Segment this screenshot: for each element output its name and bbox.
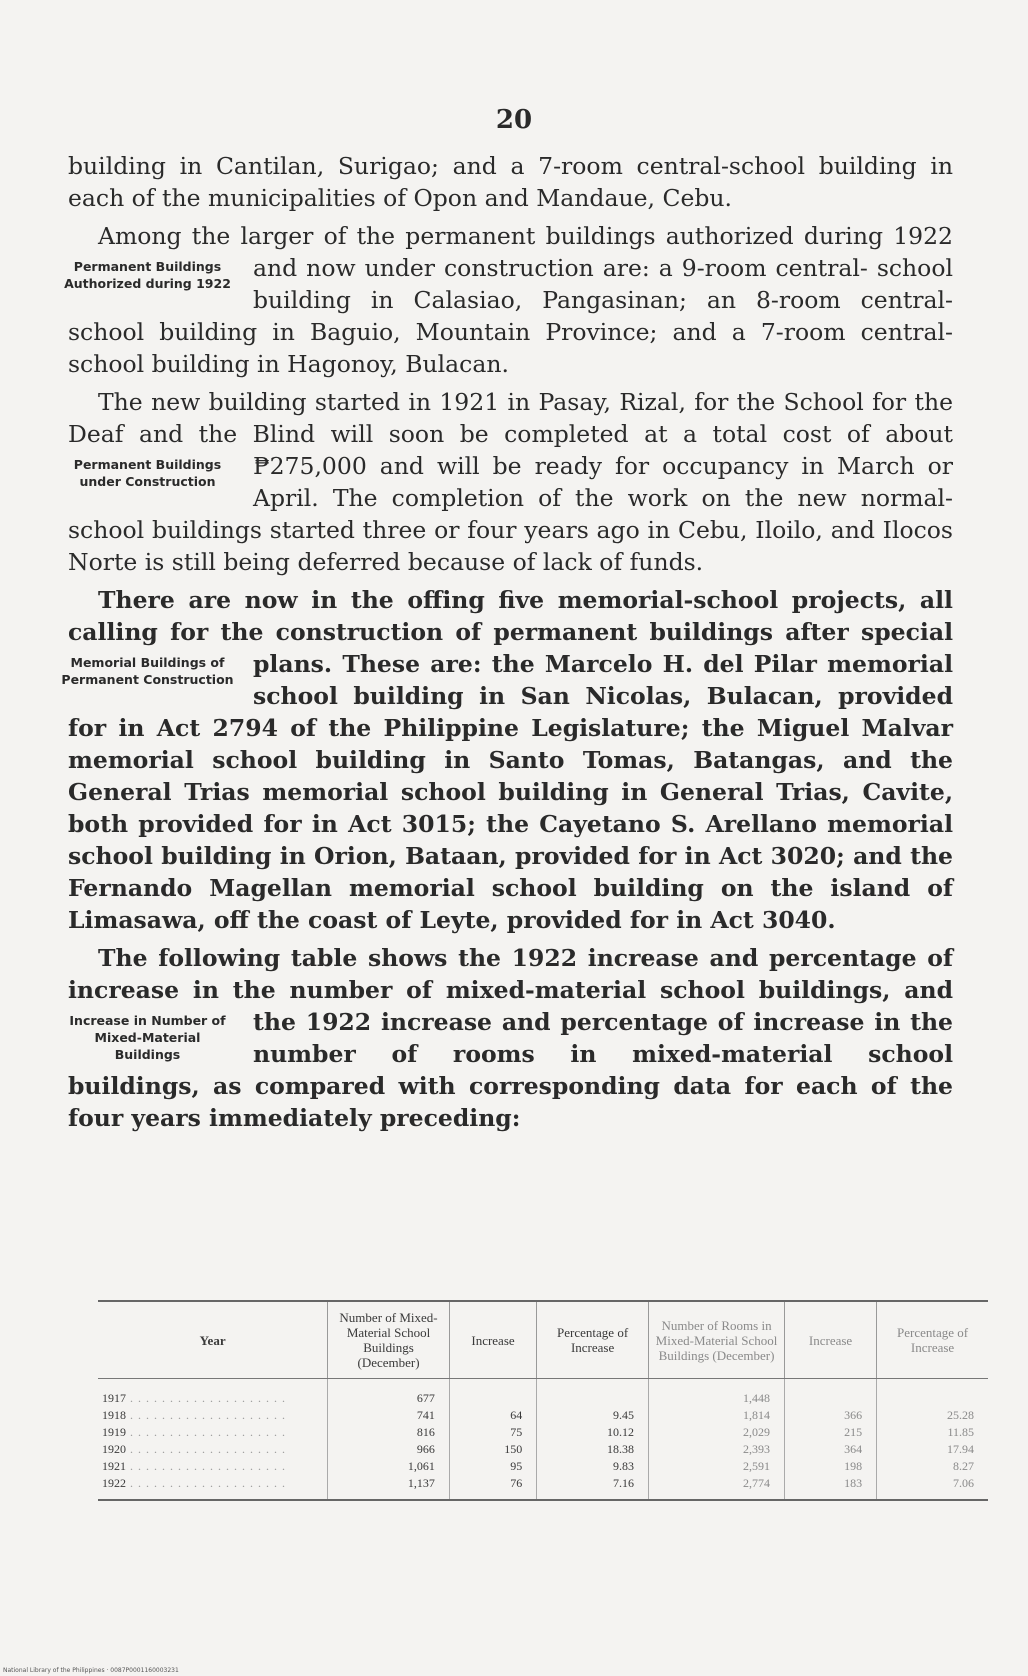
paragraph-permanent-authorized <box>64 220 953 380</box>
year-label: 1918 <box>102 1408 126 1422</box>
body-text <box>61 150 953 1140</box>
paragraph-text-a: The following table shows the 1922 increase and percentage of increase in the number of mixed-material school buildings, <box>68 944 953 1004</box>
header-rooms: Number of Rooms in Mixed-Material School Buildings (December) <box>649 1301 785 1379</box>
table-cell-year <box>98 1458 328 1475</box>
table-cell-year <box>98 1441 328 1458</box>
paragraph-under-construction <box>68 386 953 578</box>
table-cell-increase1: 150 <box>449 1441 536 1458</box>
table-cell-pct1: 7.16 <box>537 1475 649 1500</box>
table-cell-buildings: 741 <box>328 1407 450 1424</box>
table-cell-increase2: 198 <box>784 1458 876 1475</box>
table-cell-pct1: 10.12 <box>537 1424 649 1441</box>
year-label: 1922 <box>102 1476 126 1490</box>
table-cell-rooms: 2,393 <box>649 1441 785 1458</box>
table-row <box>98 1407 988 1424</box>
header-increase-rooms: Increase <box>784 1301 876 1379</box>
table-body <box>98 1379 988 1501</box>
paragraph-table-intro <box>68 942 953 1134</box>
table-cell-pct2: 17.94 <box>877 1441 988 1458</box>
paragraph-continuation: building in Cantilan, Surigao; and a 7-room central-school building in each of the municipalities of Opon and Mandaue, Cebu. <box>68 152 953 212</box>
table-cell-pct1: 18.38 <box>537 1441 649 1458</box>
table-cell-increase2 <box>784 1379 876 1408</box>
paragraph-text-b: plans. These are: the Marcelo H. del Pilar memorial school building in San Nicolas, Bulacan, provided for in Act 2794 of the Philippine Legislature; the Miguel Malvar memorial school building in Santo Tomas, Batangas, and the General Trias memorial school building in General Trias, Cavite, both provided for in Act 3015; the Cayetano S. Arellano memorial school building in Orion, Bataan, provided for in Act 3020; and the Fernando Magellan memorial school building on the island of Limasawa, off the coast of Leyte, provided for in Act 3040. <box>68 650 953 934</box>
table-cell-buildings: 816 <box>328 1424 450 1441</box>
paragraph-text-b: school building in Calasiao, Pangasinan; an 8-room central-school building in Baguio, Mountain Province; and a 7-room central-school building in Hagonoy, Bulacan. <box>68 254 953 378</box>
paragraph-text-a: Among the larger of the permanent buildings authorized during 1922 and now under construction are: a 9-room central- <box>98 222 953 282</box>
paragraph-text-b: in March or April. The completion of the work on the new normal-school buildings started three or four years ago in Cebu, Iloilo, and Ilocos Norte is still being deferred because of lack of funds. <box>68 452 953 576</box>
year-label: 1917 <box>102 1391 126 1405</box>
table-cell-year <box>98 1475 328 1500</box>
year-label: 1919 <box>102 1425 126 1439</box>
statistics-table <box>98 1300 988 1501</box>
table-cell-increase1: 76 <box>449 1475 536 1500</box>
table-cell-increase1: 75 <box>449 1424 536 1441</box>
page-number: 20 <box>495 105 533 135</box>
margin-note-increase: Increase in Number of Mixed-Material Buildings <box>69 1013 226 1062</box>
table-row <box>98 1475 988 1500</box>
table-cell-increase2: 366 <box>784 1407 876 1424</box>
table-cell-rooms: 2,591 <box>649 1458 785 1475</box>
dot-leader: . . . . . . . . . . . . . . . . . . . . <box>126 1459 286 1473</box>
header-percentage-buildings: Percentage of Increase <box>537 1301 649 1379</box>
table-cell-increase1: 64 <box>449 1407 536 1424</box>
header-percentage-rooms: Percentage of Increase <box>877 1301 988 1379</box>
table-cell-pct2: 7.06 <box>877 1475 988 1500</box>
table-cell-year <box>98 1379 328 1408</box>
table-cell-rooms: 2,774 <box>649 1475 785 1500</box>
table-header-row <box>98 1301 988 1379</box>
table-cell-pct1 <box>537 1379 649 1408</box>
year-label: 1921 <box>102 1459 126 1473</box>
table-cell-rooms: 1,814 <box>649 1407 785 1424</box>
table-cell-year <box>98 1424 328 1441</box>
footer-credit: National Library of the Philippines · 0087P0001160003231 <box>3 1667 179 1674</box>
year-label: 1920 <box>102 1442 126 1456</box>
table-row <box>98 1424 988 1441</box>
table-row <box>98 1379 988 1408</box>
margin-note-memorial: Memorial Buildings of Permanent Construction <box>61 655 234 687</box>
table-cell-pct1: 9.45 <box>537 1407 649 1424</box>
paragraph-text-a: The new building started in 1921 in Pasay, Rizal, for the School for the Deaf and the Blind will soon be completed at a total cost of about ₱275,000 and will be ready for occupancy <box>68 388 953 480</box>
table-cell-increase2: 183 <box>784 1475 876 1500</box>
dot-leader: . . . . . . . . . . . . . . . . . . . . <box>126 1391 286 1405</box>
dot-leader: . . . . . . . . . . . . . . . . . . . . <box>126 1442 286 1456</box>
table-cell-rooms: 1,448 <box>649 1379 785 1408</box>
table-cell-year <box>98 1407 328 1424</box>
table-cell-buildings: 966 <box>328 1441 450 1458</box>
table-cell-pct2: 8.27 <box>877 1458 988 1475</box>
table-cell-rooms: 2,029 <box>649 1424 785 1441</box>
table-cell-increase1 <box>449 1379 536 1408</box>
header-year: Year <box>98 1301 328 1379</box>
table-cell-increase1: 95 <box>449 1458 536 1475</box>
table-cell-increase2: 215 <box>784 1424 876 1441</box>
table-cell-pct1: 9.83 <box>537 1458 649 1475</box>
table-cell-buildings: 1,061 <box>328 1458 450 1475</box>
header-increase-buildings: Increase <box>449 1301 536 1379</box>
dot-leader: . . . . . . . . . . . . . . . . . . . . <box>126 1408 286 1422</box>
dot-leader: . . . . . . . . . . . . . . . . . . . . <box>126 1476 286 1490</box>
table-row <box>98 1458 988 1475</box>
table-cell-pct2: 11.85 <box>877 1424 988 1441</box>
table-cell-pct2: 25.28 <box>877 1407 988 1424</box>
dot-leader: . . . . . . . . . . . . . . . . . . . . <box>126 1425 286 1439</box>
header-buildings: Number of Mixed-Material School Buildings (December) <box>328 1301 450 1379</box>
margin-note-permanent-authorized: Permanent Buildings Authorized during 1922 <box>64 259 231 291</box>
margin-note-under-construction: Permanent Buildings under Construction <box>73 457 222 489</box>
table-cell-buildings: 677 <box>328 1379 450 1408</box>
table-row <box>98 1441 988 1458</box>
paragraph-memorial <box>61 584 953 936</box>
table-cell-buildings: 1,137 <box>328 1475 450 1500</box>
paragraph-text-a: There are now in the offing five memorial-school projects, all calling for the construction of permanent buildings after special <box>68 586 953 646</box>
paragraph-text-b: and the 1922 increase and percentage of increase in the number of rooms in mixed-material school buildings, as compared with corresponding data for each of the four years immediately preceding: <box>68 976 953 1132</box>
table-cell-pct2 <box>877 1379 988 1408</box>
table-cell-increase2: 364 <box>784 1441 876 1458</box>
